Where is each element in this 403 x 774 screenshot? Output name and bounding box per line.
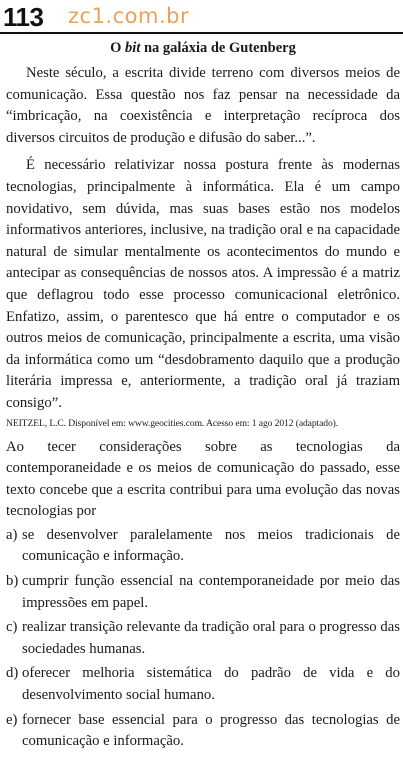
article-paragraph-1: Neste século, a escrita divide terreno com diversos meios de comunicação. Essa questão nos faz pensar na necessidade da “imbricação, na coexistência e interpretação recíproca dos diversos circuitos de produção e difusão do saber...”. xyxy=(6,65,400,146)
option-letter: a) xyxy=(6,526,18,543)
article-source: NEITZEL, L.C. Disponível em: www.geocities.com. Acesso em: 1 ago 2012 (adaptado). xyxy=(6,417,339,429)
option-c[interactable] xyxy=(6,617,400,660)
article-paragraph-2: É necessário relativizar nossa postura frente às modernas tecnologias, principalmente à informática. Ela é um campo novidativo, sem dúvida, mas suas bases estão nos modelos informativos anteriores, inclusive, na tradição oral e na capacidade natural de simular mentalmente os acontecimentos do mundo e antecipar as consequências de nossos atos. A impressão é a matriz que deflagrou todo esse processo comunicacional eletrônico. Enfatizo, assim, o parentesco que há entre o computador e os outros meios de comunicação, principalmente a escrita, uma visão da informática como um “desdobramento daquilo que a produção literária impressa e, anteriormente, a tradição oral já traziam consigo”. xyxy=(6,157,400,411)
title-italic-word: bit xyxy=(125,40,141,56)
option-text: fornecer base essencial para o progresso das tecnologias de comunicação e informação. xyxy=(22,711,400,750)
option-letter: e) xyxy=(6,711,18,728)
option-d[interactable] xyxy=(6,663,400,706)
option-text: oferecer melhoria sistemática do padrão de vida e do desenvolvimento social humano. xyxy=(22,665,400,704)
question-number: 113 xyxy=(3,2,44,32)
title-prefix: O xyxy=(110,40,126,56)
option-text: realizar transição relevante da tradição oral para o progresso das sociedades humanas. xyxy=(22,619,400,657)
option-text: cumprir função essencial na contemporaneidade por meio das impressões em papel. xyxy=(22,573,400,611)
option-letter: d) xyxy=(6,665,19,682)
page-header xyxy=(0,0,403,36)
article-title xyxy=(6,40,400,57)
title-suffix: na galáxia de Gutenberg xyxy=(140,40,296,56)
option-letter: c) xyxy=(6,619,18,636)
question-content xyxy=(6,36,400,756)
site-watermark: zc1.com.br xyxy=(68,4,190,28)
option-a[interactable] xyxy=(6,525,400,568)
header-rule xyxy=(0,32,403,34)
option-b[interactable] xyxy=(6,571,400,614)
option-text: se desenvolver paralelamente nos meios tradicionais de comunicação e informação. xyxy=(22,526,400,565)
option-letter: b) xyxy=(6,573,19,590)
question-stem: Ao tecer considerações sobre as tecnologias da contemporaneidade e os meios de comunicação do passado, esse texto concebe que a escrita contribui para uma evolução das novas tecnologias por xyxy=(6,438,400,520)
option-e[interactable] xyxy=(6,710,400,753)
